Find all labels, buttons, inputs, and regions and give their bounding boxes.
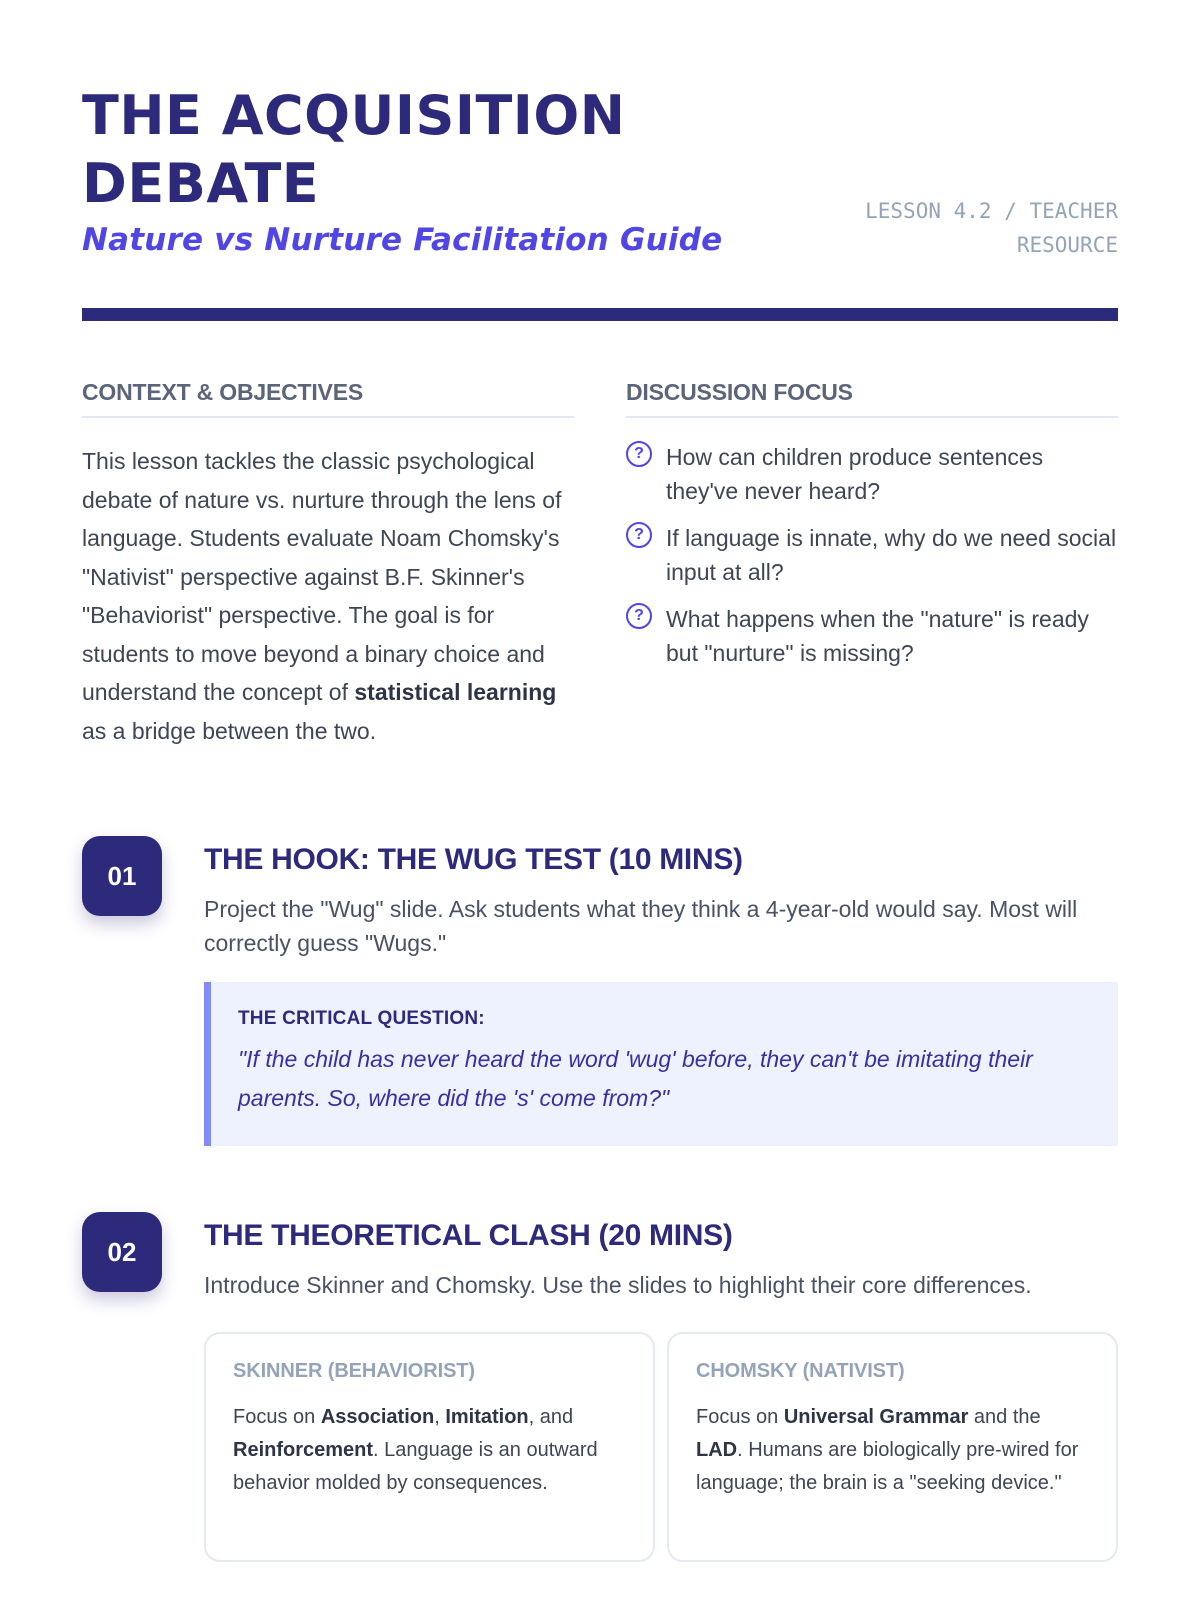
context-paragraph [82, 442, 574, 750]
step-title: THE THEORETICAL CLASH (20 MINS) [204, 1219, 733, 1252]
question-circle-icon: ? [626, 522, 652, 548]
card-text [233, 1401, 627, 1500]
skinner-card [204, 1332, 655, 1562]
list-item [626, 440, 1118, 508]
title-line-2: DEBATE [82, 152, 320, 215]
context-text-end: as a bridge between the two. [82, 717, 377, 744]
callout-label: THE CRITICAL QUESTION: [238, 1008, 485, 1029]
discussion-heading: DISCUSSION FOCUS [626, 379, 1118, 418]
list-item [626, 521, 1118, 589]
card-text-part: . Humans are biologically pre-wired for language; the brain is a "seeking device." [696, 1439, 1079, 1494]
context-column [82, 379, 574, 750]
card-text-part: Focus on [696, 1406, 784, 1428]
card-title: CHOMSKY (NATIVIST) [696, 1360, 905, 1382]
chomsky-card [667, 1332, 1118, 1562]
lesson-ref-line-1: LESSON 4.2 / TEACHER [865, 199, 1118, 223]
step-number-badge: 01 [82, 836, 162, 916]
card-title: SKINNER (BEHAVIORIST) [233, 1360, 475, 1382]
question-text: How can children produce sentences they've never heard? [666, 444, 1044, 504]
step-theoretical-clash [82, 1212, 1118, 1562]
card-text-part: and the [968, 1406, 1041, 1428]
theory-cards [204, 1332, 1118, 1562]
title-line-1: THE ACQUISITION [82, 84, 626, 147]
intro-columns [82, 379, 1118, 750]
card-text-part: , [434, 1406, 446, 1428]
critical-question-callout [204, 982, 1118, 1146]
card-text-bold: Universal Grammar [783, 1406, 969, 1428]
card-text-part: . Language is an outward behavior molded by consequences. [233, 1439, 598, 1494]
card-text-bold: Association [320, 1406, 435, 1428]
list-item [626, 602, 1118, 670]
card-text-bold: LAD [696, 1439, 738, 1461]
page-header [82, 82, 1118, 308]
card-text [696, 1401, 1090, 1500]
question-text: What happens when the "nature" is ready but "nurture" is missing? [666, 606, 1089, 666]
lesson-ref-line-2: RESOURCE [1016, 233, 1118, 257]
discussion-column [626, 379, 1118, 750]
callout-quote: "If the child has never heard the word 'wug' before, they can't be imitating their parents. So, where did the 's' come from?" [238, 1046, 1033, 1111]
step-hook [82, 836, 1118, 1146]
step-title: THE HOOK: THE WUG TEST (10 MINS) [204, 843, 743, 876]
context-text-bold: statistical learning [354, 679, 557, 705]
question-list [626, 440, 1118, 670]
step-number-badge: 02 [82, 1212, 162, 1292]
page-title [82, 82, 802, 218]
header-divider [82, 308, 1118, 321]
card-text-bold: Imitation [445, 1406, 529, 1428]
page-subtitle: Nature vs Nurture Facilitation Guide [82, 222, 723, 258]
question-circle-icon: ? [626, 441, 652, 467]
lesson-reference [818, 194, 1118, 262]
question-circle-icon: ? [626, 603, 652, 629]
step-description: Project the "Wug" slide. Ask students what they think a 4-year-old would say. Most will correctly guess "Wugs." [204, 896, 1078, 956]
card-text-part: , and [528, 1406, 574, 1428]
card-text-bold: Reinforcement [233, 1439, 374, 1461]
card-text-part: Focus on [233, 1406, 321, 1428]
step-description: Introduce Skinner and Chomsky. Use the slides to highlight their core differences. [204, 1272, 1032, 1298]
question-text: If language is innate, why do we need social input at all? [666, 525, 1117, 585]
context-heading: CONTEXT & OBJECTIVES [82, 379, 574, 418]
context-text-start: This lesson tackles the classic psychological debate of nature vs. nurture through the lens of language. Students evaluate Noam Chomsky's "Nativist" perspective against B.F. Skinner's "Behaviorist" perspective. The goal is for students to move beyond a binary choice and understand the concept of [82, 448, 562, 705]
